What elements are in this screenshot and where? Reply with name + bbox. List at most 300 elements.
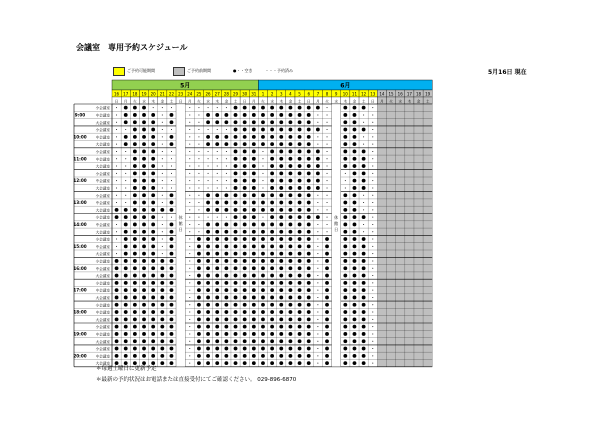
slot-booked [262, 180, 263, 181]
weekday-label: 月 [123, 99, 128, 104]
slot-available [170, 201, 174, 205]
slot-booked [372, 253, 373, 254]
slot-booked [116, 239, 117, 240]
slot-available [279, 193, 283, 197]
slot-available [270, 193, 274, 197]
slot-available [215, 237, 219, 241]
room-label: 中会議室 [95, 157, 110, 162]
slot-available [279, 332, 283, 336]
slot-available [115, 296, 119, 300]
slot-available [197, 332, 201, 336]
slot-available [160, 281, 164, 285]
slot-booked [171, 129, 172, 130]
slot-available [234, 339, 238, 343]
slot-available [298, 296, 302, 300]
slot-available [133, 332, 137, 336]
slot-available [298, 157, 302, 161]
slot-booked [125, 187, 126, 188]
slot-available [151, 157, 155, 161]
slot-available [142, 215, 146, 219]
weekday-label: 日 [114, 99, 119, 104]
room-label: 大会議室 [95, 164, 110, 169]
slot-available [353, 237, 357, 241]
slot-available [124, 274, 128, 278]
slot-available [115, 332, 119, 336]
slot-available [343, 281, 347, 285]
slot-available [298, 274, 302, 278]
slot-booked [317, 275, 318, 276]
month-label-june: 6月 [340, 82, 351, 90]
slot-booked [372, 290, 373, 291]
slot-available [252, 325, 256, 329]
slot-available [243, 244, 247, 248]
slot-available [197, 296, 201, 300]
slot-available [197, 325, 201, 329]
slot-available [206, 325, 210, 329]
slot-available [261, 274, 265, 278]
slot-available [151, 142, 155, 146]
slot-booked [345, 187, 346, 188]
slot-available [160, 274, 164, 278]
slot-available [353, 193, 357, 197]
weekday-label: 日 [306, 99, 311, 104]
slot-booked [372, 195, 373, 196]
slot-booked [162, 239, 163, 240]
slot-available [234, 201, 238, 205]
slot-booked [208, 107, 209, 108]
slot-booked [372, 217, 373, 218]
weekday-label: 日 [242, 99, 247, 104]
slot-available [270, 157, 274, 161]
slot-available [234, 150, 238, 154]
day-label: 25 [196, 91, 202, 97]
slot-available [270, 223, 274, 227]
slot-available [160, 266, 164, 270]
slot-available [261, 288, 265, 292]
slot-available [325, 296, 329, 300]
slot-available [252, 142, 256, 146]
slot-booked [372, 239, 373, 240]
slot-available [252, 164, 256, 168]
slot-available [261, 347, 265, 351]
room-label: 小会議室 [95, 281, 110, 286]
slot-available [279, 215, 283, 219]
slot-booked [189, 260, 190, 261]
slot-available [133, 150, 137, 154]
slot-available [270, 361, 274, 365]
slot-available [325, 310, 329, 314]
slot-available [215, 339, 219, 343]
slot-available [353, 223, 357, 227]
slot-available [160, 208, 164, 212]
day-label: 18 [415, 91, 422, 97]
slot-available [160, 259, 164, 263]
slot-booked [226, 173, 227, 174]
slot-booked [262, 151, 263, 152]
slot-available [142, 281, 146, 285]
slot-available [215, 288, 219, 292]
slot-available [115, 266, 119, 270]
slot-available [261, 252, 265, 256]
slot-available [307, 128, 311, 132]
slot-available [234, 259, 238, 263]
legend-available-label: ご予約可能期間 [127, 68, 155, 73]
slot-available [215, 230, 219, 234]
slot-available [353, 266, 357, 270]
slot-available [362, 244, 366, 248]
slot-booked [162, 151, 163, 152]
weekday-label: 木 [343, 99, 348, 104]
slot-available [115, 259, 119, 263]
slot-booked [116, 253, 117, 254]
slot-available [133, 186, 137, 190]
slot-booked [226, 180, 227, 181]
slot-available [343, 259, 347, 263]
slot-available [289, 186, 293, 190]
slot-available [307, 201, 311, 205]
slot-available [289, 237, 293, 241]
slot-available [133, 157, 137, 161]
slot-available [362, 237, 366, 241]
slot-available [307, 252, 311, 256]
slot-available [270, 339, 274, 343]
slot-booked [217, 151, 218, 152]
slot-available [362, 186, 366, 190]
weekday-label: 土 [361, 99, 366, 104]
slot-available [362, 339, 366, 343]
slot-available [343, 164, 347, 168]
room-label: 中会議室 [95, 310, 110, 315]
room-label: 中会議室 [95, 332, 110, 337]
slot-available [252, 296, 256, 300]
day-label: 23 [178, 91, 184, 97]
closed-day-label: 休 [334, 215, 339, 220]
slot-available [215, 354, 219, 358]
slot-available [142, 128, 146, 132]
slot-booked [189, 268, 190, 269]
slot-available [170, 142, 174, 146]
room-label: 小会議室 [95, 259, 110, 264]
room-label: 大会議室 [95, 142, 110, 147]
slot-available [224, 317, 228, 321]
slot-available [206, 288, 210, 292]
slot-available [261, 201, 265, 205]
slot-available [298, 354, 302, 358]
slot-available [279, 347, 283, 351]
slot-booked [116, 136, 117, 137]
slot-available [151, 223, 155, 227]
slot-available [234, 215, 238, 219]
slot-booked [327, 158, 328, 159]
slot-booked [208, 180, 209, 181]
slot-booked [226, 129, 227, 130]
slot-available [307, 106, 311, 110]
slot-available [151, 135, 155, 139]
slot-available [252, 244, 256, 248]
slot-available [142, 244, 146, 248]
slot-available [124, 303, 128, 307]
slot-booked [198, 217, 199, 218]
slot-booked [317, 239, 318, 240]
slot-available [206, 135, 210, 139]
slot-available [115, 274, 119, 278]
slot-available [270, 303, 274, 307]
slot-available [142, 106, 146, 110]
slot-available [353, 150, 357, 154]
slot-available [261, 208, 265, 212]
slot-booked [317, 253, 318, 254]
room-label: 大会議室 [95, 296, 110, 300]
slot-booked [317, 202, 318, 203]
closed-day-label: 休 [178, 215, 183, 220]
slot-booked [189, 304, 190, 305]
slot-available [343, 215, 347, 219]
day-label: 10 [342, 91, 348, 97]
slot-available [298, 332, 302, 336]
slot-available [353, 259, 357, 263]
slot-available [353, 201, 357, 205]
slot-available [325, 347, 329, 351]
slot-booked [217, 107, 218, 108]
slot-available [307, 274, 311, 278]
slot-booked [162, 122, 163, 123]
room-label: 小会議室 [95, 215, 110, 220]
slot-available [279, 128, 283, 132]
slot-available [252, 128, 256, 132]
slot-available [261, 142, 265, 146]
slot-booked [189, 217, 190, 218]
slot-available [298, 288, 302, 292]
slot-available [224, 135, 228, 139]
slot-available [115, 310, 119, 314]
slot-available [151, 237, 155, 241]
slot-available [224, 347, 228, 351]
day-label: 17 [123, 91, 129, 97]
room-label: 中会議室 [95, 113, 110, 118]
room-label: 大会議室 [95, 361, 110, 366]
slot-available [243, 317, 247, 321]
slot-available [307, 135, 311, 139]
slot-available [362, 150, 366, 154]
slot-available [307, 171, 311, 175]
slot-booked [372, 166, 373, 167]
slot-booked [198, 107, 199, 108]
slot-booked [189, 275, 190, 276]
slot-available [270, 347, 274, 351]
slot-available [252, 106, 256, 110]
slot-available [151, 230, 155, 234]
slot-booked [171, 166, 172, 167]
slot-available [261, 339, 265, 343]
slot-available [170, 120, 174, 124]
slot-available [279, 281, 283, 285]
slot-available [270, 201, 274, 205]
slot-available [261, 361, 265, 365]
slot-available [151, 310, 155, 314]
slot-available [224, 310, 228, 314]
slot-available [133, 142, 137, 146]
slot-booked [226, 166, 227, 167]
slot-available [362, 325, 366, 329]
slot-booked [262, 217, 263, 218]
slot-available [325, 325, 329, 329]
slot-available [151, 150, 155, 154]
slot-booked [262, 173, 263, 174]
slot-booked [125, 180, 126, 181]
slot-available [343, 193, 347, 197]
slot-available [133, 171, 137, 175]
slot-booked [189, 333, 190, 334]
slot-booked [317, 268, 318, 269]
slot-booked [189, 180, 190, 181]
slot-booked [217, 166, 218, 167]
weekday-label: 火 [197, 99, 201, 104]
room-label: 小会議室 [95, 128, 110, 133]
slot-booked [189, 326, 190, 327]
slot-available [197, 317, 201, 321]
weekday-label: 火 [133, 99, 137, 104]
slot-available [353, 244, 357, 248]
slot-available [279, 361, 283, 365]
slot-available [133, 274, 137, 278]
room-label: 中会議室 [95, 223, 110, 227]
slot-available [316, 150, 320, 154]
slot-booked [198, 224, 199, 225]
slot-available [316, 215, 320, 219]
slot-available [206, 201, 210, 205]
slot-available [234, 223, 238, 227]
slot-available [261, 237, 265, 241]
slot-booked [171, 217, 172, 218]
slot-booked [327, 166, 328, 167]
slot-available [307, 332, 311, 336]
slot-available [170, 135, 174, 139]
slot-booked [317, 136, 318, 137]
slot-available [151, 303, 155, 307]
slot-available [289, 230, 293, 234]
slot-available [151, 354, 155, 358]
slot-booked [189, 239, 190, 240]
slot-available [124, 113, 128, 117]
slot-booked [125, 151, 126, 152]
slot-available [289, 106, 293, 110]
slot-available [234, 332, 238, 336]
slot-available [224, 244, 228, 248]
time-label: 10:00 [73, 134, 87, 140]
slot-available [133, 128, 137, 132]
slot-available [289, 120, 293, 124]
slot-available [142, 252, 146, 256]
slot-available [298, 193, 302, 197]
slot-booked [372, 312, 373, 313]
slot-available [142, 201, 146, 205]
slot-booked [198, 158, 199, 159]
weekday-label: 水 [142, 99, 146, 104]
slot-available [279, 106, 283, 110]
slot-available [234, 164, 238, 168]
slot-available [298, 142, 302, 146]
slot-booked [317, 297, 318, 298]
slot-available [142, 230, 146, 234]
time-label: 11:00 [73, 156, 87, 162]
slot-available [325, 339, 329, 343]
slot-available [270, 179, 274, 183]
room-label: 中会議室 [95, 135, 110, 140]
slot-available [124, 223, 128, 227]
slot-available [170, 325, 174, 329]
slot-booked [198, 173, 199, 174]
room-label: 大会議室 [95, 274, 110, 279]
slot-available [307, 223, 311, 227]
day-label: 30 [242, 91, 248, 97]
slot-available [343, 113, 347, 117]
slot-booked [189, 107, 190, 108]
room-label: 中会議室 [95, 201, 110, 206]
slot-booked [372, 363, 373, 364]
slot-booked [189, 348, 190, 349]
slot-available [160, 317, 164, 321]
slot-available [298, 237, 302, 241]
slot-available [206, 332, 210, 336]
weekday-label: 水 [270, 99, 274, 104]
slot-available [252, 361, 256, 365]
slot-available [234, 252, 238, 256]
slot-booked [363, 202, 364, 203]
slot-available [243, 252, 247, 256]
slot-booked [317, 122, 318, 123]
slot-available [151, 281, 155, 285]
slot-available [170, 347, 174, 351]
slot-booked [372, 231, 373, 232]
slot-available [307, 303, 311, 307]
weekday-label: 土 [233, 99, 238, 104]
closed-day-label: 日 [334, 227, 339, 232]
slot-available [270, 237, 274, 241]
slot-booked [372, 202, 373, 203]
slot-booked [226, 151, 227, 152]
slot-available [289, 142, 293, 146]
slot-booked [162, 231, 163, 232]
slot-available [343, 230, 347, 234]
slot-available [197, 274, 201, 278]
slot-available [298, 230, 302, 234]
slot-available [353, 164, 357, 168]
slot-available [279, 171, 283, 175]
slot-available [362, 164, 366, 168]
room-label: 中会議室 [95, 179, 110, 184]
slot-available [160, 288, 164, 292]
slot-available [215, 113, 219, 117]
slot-available [197, 237, 201, 241]
slot-available [279, 259, 283, 263]
slot-booked [372, 282, 373, 283]
slot-available [343, 157, 347, 161]
slot-available [133, 230, 137, 234]
slot-available [170, 244, 174, 248]
slot-available [362, 310, 366, 314]
slot-available [298, 135, 302, 139]
slot-booked [162, 253, 163, 254]
slot-available [307, 164, 311, 168]
slot-available [197, 339, 201, 343]
slot-available [142, 120, 146, 124]
slot-available [279, 296, 283, 300]
slot-available [206, 310, 210, 314]
slot-available [234, 142, 238, 146]
slot-available [142, 266, 146, 270]
slot-available [243, 157, 247, 161]
slot-available [362, 361, 366, 365]
